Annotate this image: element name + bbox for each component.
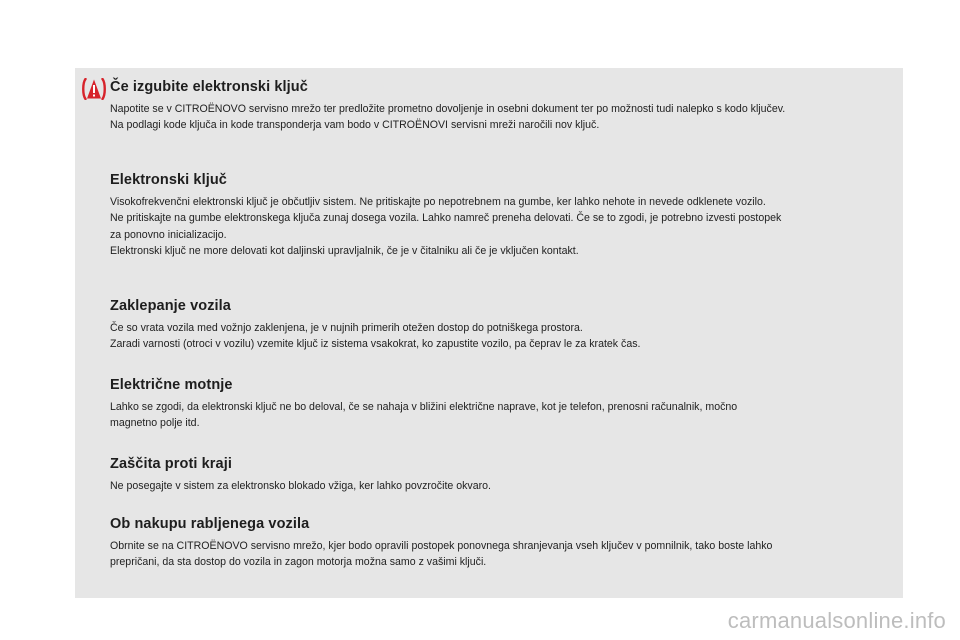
section-electronic-key [110,172,900,259]
section-text: Napotite se v CITROËNOVO servisno mrežo ter predložite prometno dovoljenje in osebni dokument ter po možnosti tudi nalepko s kodo ključev. Na podlagi kode ključa in kode transponderja vam bodo v CITROËNOVI servisni mreži naročili nov ključ. [110,103,786,132]
section-text: Če so vrata vozila med vožnjo zaklenjena, je v nujnih primerih otežen dostop do potniškega prostora. Zaradi varnosti (otroci v vozilu) vzemite ključ iz sistema vsakokrat, ko zapustite vozilo, pa čeprav le za kratek čas. [110,322,641,351]
section-text: Visokofrekvenčni elektronski ključ je občutljiv sistem. Ne pritiskajte po nepotrebnem na gumbe, ker lahko nehote in nevede odklenete vozilo. Ne pritiskajte na gumbe elektronskega ključa zunaj dosega vozila. Lahko namreč preneha delovati. Če se to zgodi, je potrebno izvesti postopek za ponovno inicializacijo. Elektronski ključ ne more delovati kot daljinski upravljalnik, če je v čitalniku ali če je vključen kontakt. [110,196,782,257]
section-title: Električne motnje [110,377,233,393]
watermark: carmanualsonline.info [727,608,946,633]
section-title: Ob nakupu rabljenega vozila [110,516,310,532]
section-lost-key [110,79,900,134]
warning-icon [82,78,106,100]
section-vehicle-locking [110,298,900,353]
section-anti-theft [110,456,900,494]
section-title: Če izgubite elektronski ključ [110,79,308,95]
section-title: Zaščita proti kraji [110,456,232,472]
section-used-vehicle [110,516,900,571]
section-text: Ne posegajte v sistem za elektronsko blokado vžiga, ker lahko povzročite okvaro. [110,480,491,492]
section-title: Elektronski ključ [110,172,227,188]
section-electrical-interference [110,377,900,432]
section-text: Obrnite se na CITROËNOVO servisno mrežo, kjer bodo opravili postopek ponovnega shranjevanja vseh ključev v pomnilnik, tako boste lahko prepričani, da sta dostop do vozila in zagon motorja možna samo z vašimi ključi. [110,540,773,569]
section-text: Lahko se zgodi, da elektronski ključ ne bo deloval, če se nahaja v bližini električne naprave, kot je telefon, prenosni računalnik, močno magnetno polje itd. [110,401,738,430]
section-title: Zaklepanje vozila [110,298,231,314]
